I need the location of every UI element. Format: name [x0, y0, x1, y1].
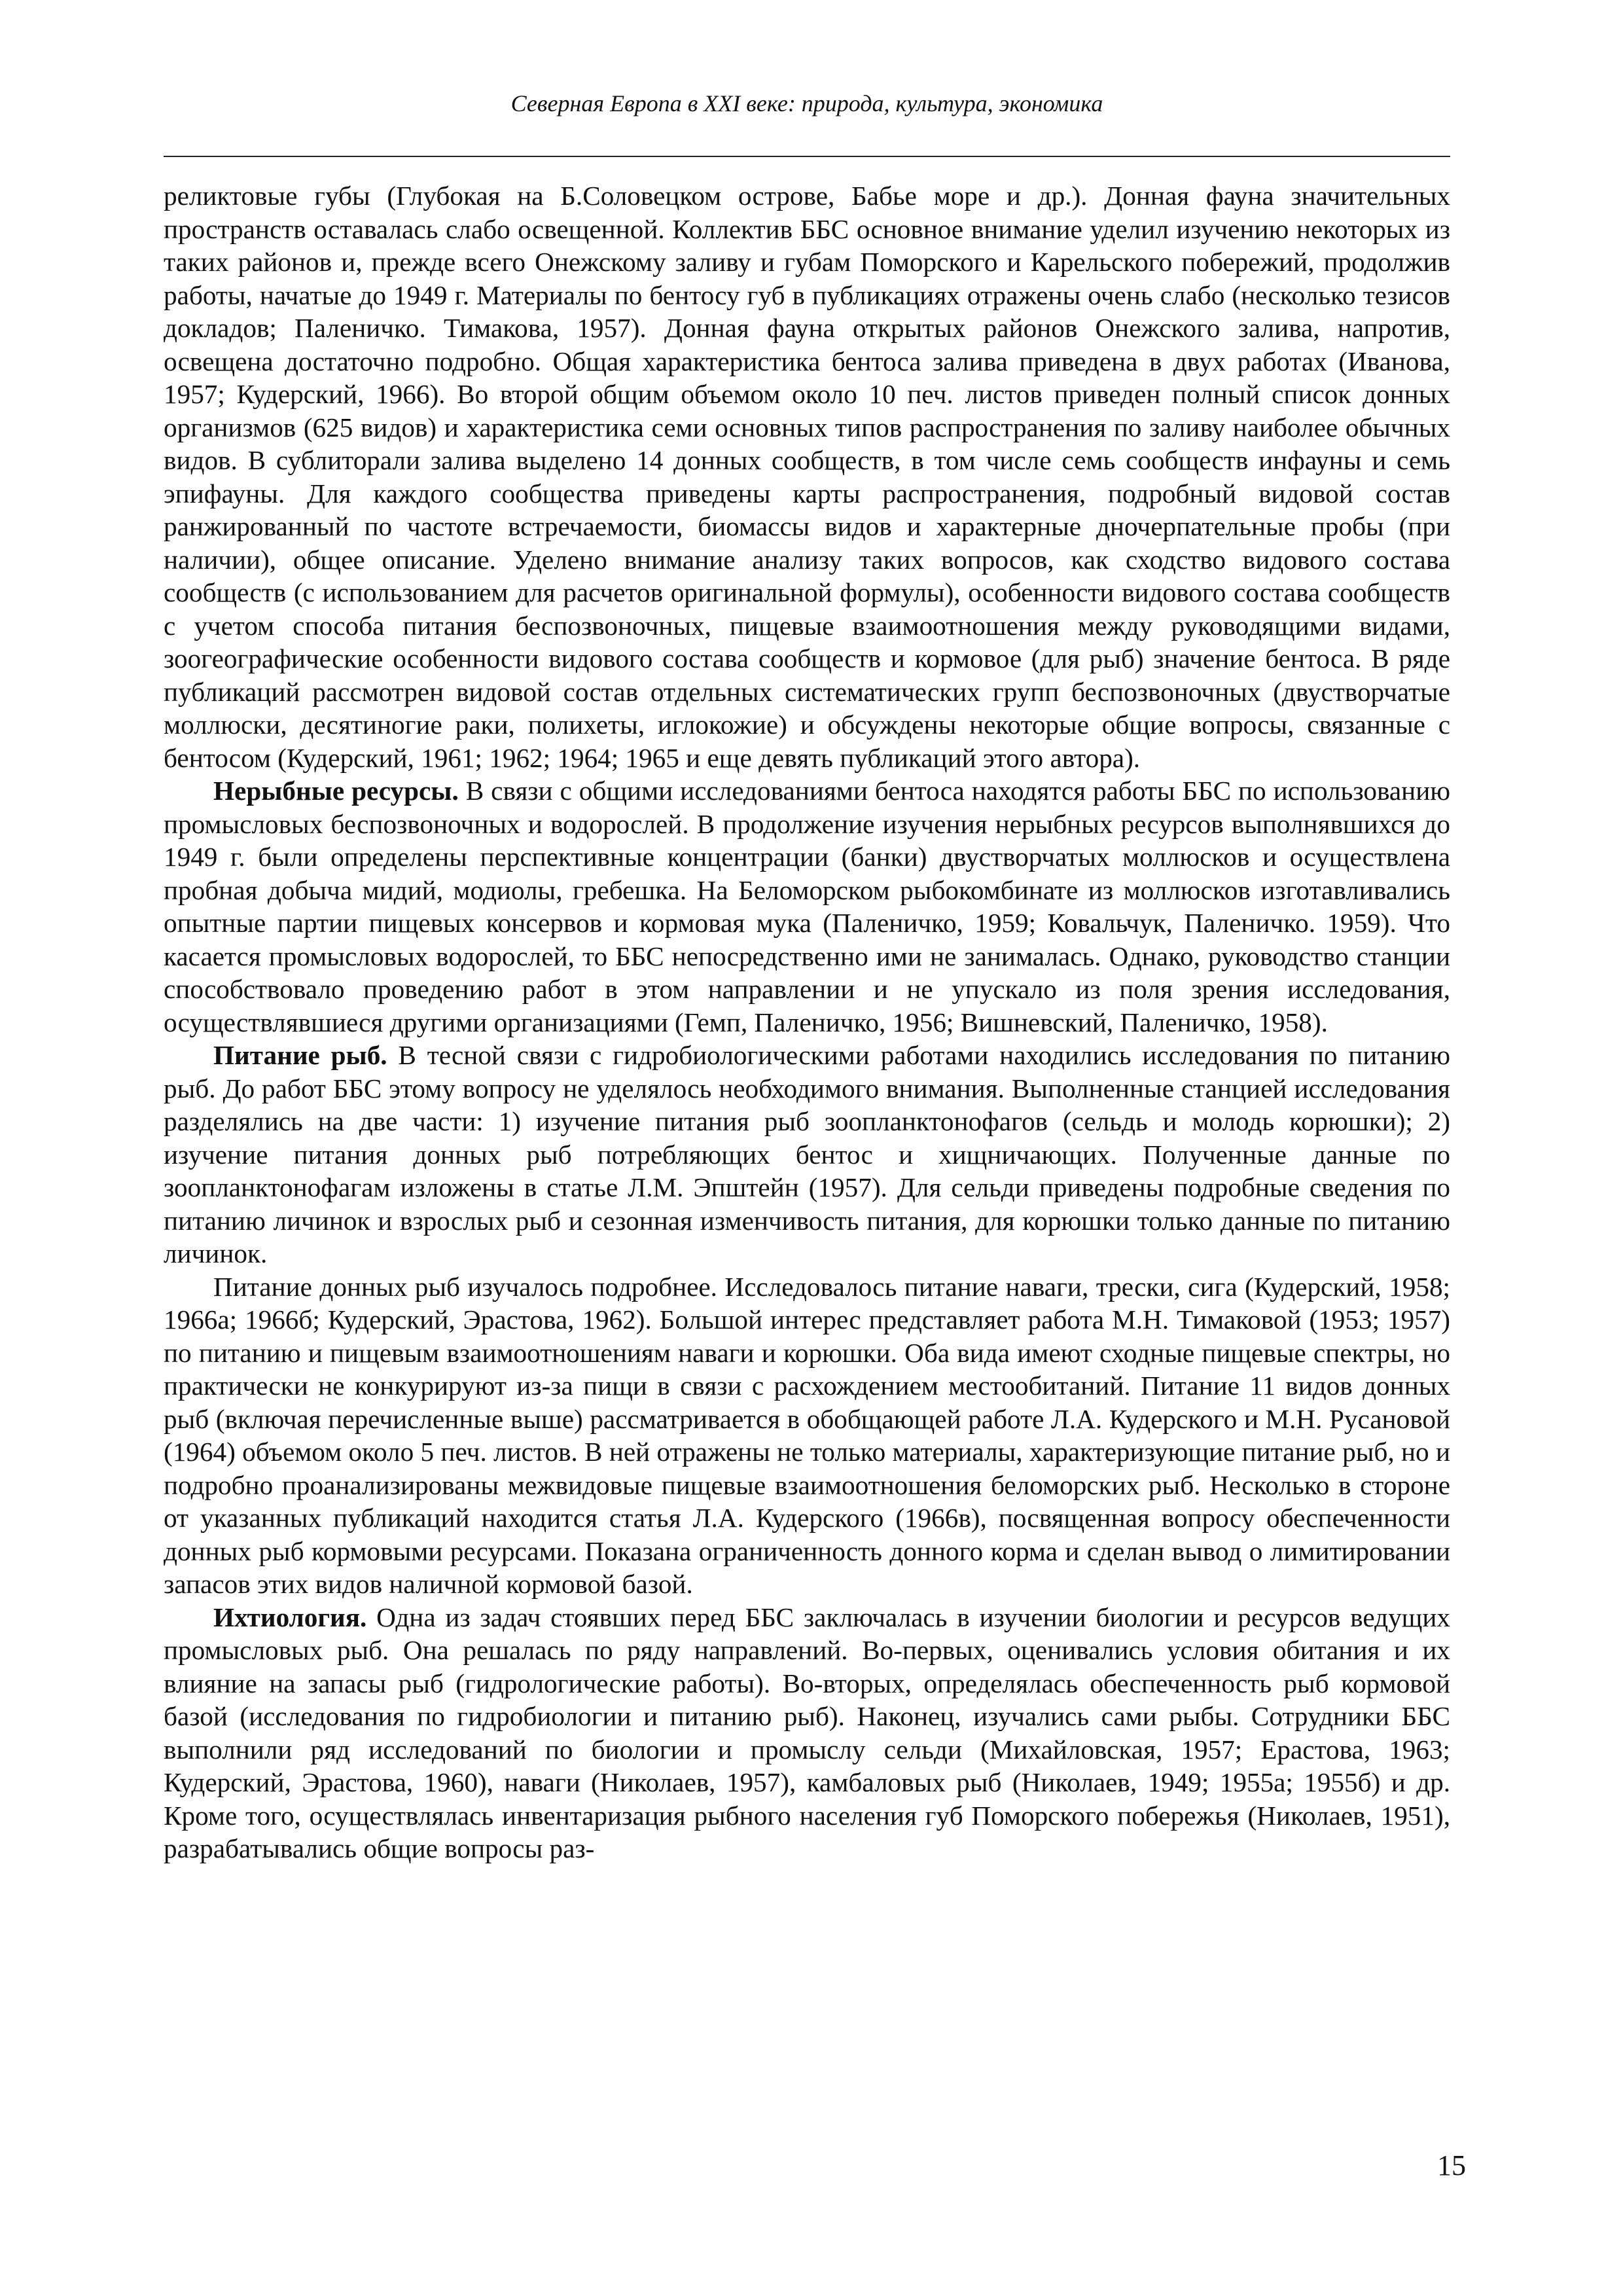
paragraph-bottom-fish-feeding	[164, 1270, 1450, 1601]
body-text	[164, 179, 1450, 1865]
section-heading: Нерыбные ресурсы.	[213, 776, 459, 806]
paragraph-text: Питание донных рыб изучалось подробнее. Исследовалось питание наваги, трески, сига (Кудерский, 1958; 1966а; 1966б; Кудерский, Эрастова, 1962). Большой интерес представляет работа М.Н. Тимаковой (1953; 1957) по питанию и пищевым взаимоотношениям наваги и корюшки. Оба вида имеют сходные пищевые спектры, но практически не конкурируют из-за пищи в связи с расхождением местообитаний. Питание 11 видов донных рыб (включая перечисленные выше) рассматривается в обобщающей работе Л.А. Кудерского и М.Н. Русановой (1964) объемом около 5 печ. листов. В ней отражены не только материалы, характеризующие питание рыб, но и подробно проанализированы межвидовые пищевые взаимоотношения беломорских рыб. Несколько в стороне от указанных публикаций находится статья Л.А. Кудерского (1966в), посвященная вопросу обеспеченности донных рыб кормовыми ресурсами. Показана ограниченность донного корма и сделан вывод о лимитировании запасов этих видов наличной кормовой базой.	[164, 1271, 1450, 1599]
paragraph-ichthyology	[164, 1601, 1450, 1865]
paragraph-text: Одна из задач стоявших перед ББС заключалась в изучении биологии и ресурсов ведущих промысловых рыб. Она решалась по ряду направлений. Во-первых, оценивались условия обитания и их влияние на запасы рыб (гидрологические работы). Во-вторых, определялась обеспеченность рыб кормовой базой (исследования по гидробиологии и питанию рыб). Наконец, изучались сами рыбы. Сотрудники ББС выполнили ряд исследований по биологии и промыслу сельди (Михайловская, 1957; Ерастова, 1963; Кудерский, Эрастова, 1960), наваги (Николаев, 1957), камбаловых рыб (Николаев, 1949; 1955а; 1955б) и др. Кроме того, осуществлялась инвентаризация рыбного населения губ Поморского побережья (Николаев, 1951), разрабатывались общие вопросы раз-	[164, 1602, 1451, 1863]
header-rule	[164, 156, 1450, 157]
running-header: Северная Европа в XXI веке: природа, культура, экономика	[510, 90, 1103, 117]
paragraph-nonfish-resources	[164, 774, 1450, 1039]
section-heading: Ихтиология.	[213, 1602, 367, 1632]
paragraph-text: В связи с общими исследованиями бентоса находятся работы ББС по использованию промысловых беспозвоночных и водорослей. В продолжение изучения нерыбных ресурсов выполнявшихся до 1949 г. были определены перспективные концентрации (банки) двустворчатых моллюсков и осуществлена пробная добыча мидий, модиолы, гребешка. На Беломорском рыбокомбинате из моллюсков изготавливались опытные партии пищевых консервов и кормовая мука (Паленичко, 1959; Ковальчук, Паленичко. 1959). Что касается промысловых водорослей, то ББС непосредственно ими не занималась. Однако, руководство станции способствовало проведению работ в этом направлении и не упускало из поля зрения исследования, осуществлявшиеся другими организациями (Гемп, Паленичко, 1956; Вишневский, Паленичко, 1958).	[164, 776, 1451, 1037]
page-number: 15	[1437, 2149, 1466, 2181]
paragraph-text: реликтовые губы (Глубокая на Б.Соловецком острове, Бабье море и др.). Донная фауна значительных пространств оставалась слабо освещенной. Коллектив ББС основное внимание уделил изучению некоторых из таких районов и, прежде всего Онежскому заливу и губам Поморского и Карельского побережий, продолжив работы, начатые до 1949 г. Материалы по бентосу губ в публикациях отражены очень слабо (несколько тезисов докладов; Паленичко. Тимакова, 1957). Донная фауна открытых районов Онежского залива, напротив, освещена достаточно подробно. Общая характеристика бентоса залива приведена в двух работах (Иванова, 1957; Кудерский, 1966). Во второй общим объемом около 10 печ. листов приведен полный список донных организмов (625 видов) и характеристика семи основных типов распространения по заливу наиболее обычных видов. В сублиторали залива выделено 14 донных сообществ, в том числе семь сообществ инфауны и семь эпифауны. Для каждого сообщества приведены карты распространения, подробный видовой состав ранжированный по частоте встречаемости, биомассы видов и характерные дночерпательные пробы (при наличии), общее описание. Уделено внимание анализу таких вопросов, как сходство видового состава сообществ (с использованием для расчетов оригинальной формулы), особенности видового состава сообществ с учетом способа питания беспозвоночных, пищевые взаимоотношения между руководящими видами, зоогеографические особенности видового состава сообществ и кормовое (для рыб) значение бентоса. В ряде публикаций рассмотрен видовой состав отдельных систематических групп беспозвоночных (двустворчатые моллюски, десятиногие раки, полихеты, иглокожие) и обсуждены некоторые общие вопросы, связанные с бентосом (Кудерский, 1961; 1962; 1964; 1965 и еще девять публикаций этого автора).	[164, 181, 1450, 773]
paragraph-text: В тесной связи с гидробиологическими работами находились исследования по питанию рыб. До работ ББС этому вопросу не уделялось необходимого внимания. Выполненные станцией исследования разделялись на две части: 1) изучение питания рыб зоопланктонофагов (сельдь и молодь корюшки); 2) изучение питания донных рыб потребляющих бентос и хищничающих. Полученные данные по зоопланктонофагам изложены в статье Л.М. Эпштейн (1957). Для сельди приведены подробные сведения по питанию личинок и взрослых рыб и сезонная изменчивость питания, для корюшки только данные по питанию личинок.	[164, 1040, 1451, 1268]
paragraph-benthos-continued	[164, 179, 1450, 774]
paragraph-fish-feeding	[164, 1039, 1450, 1270]
section-heading: Питание рыб.	[213, 1040, 387, 1070]
